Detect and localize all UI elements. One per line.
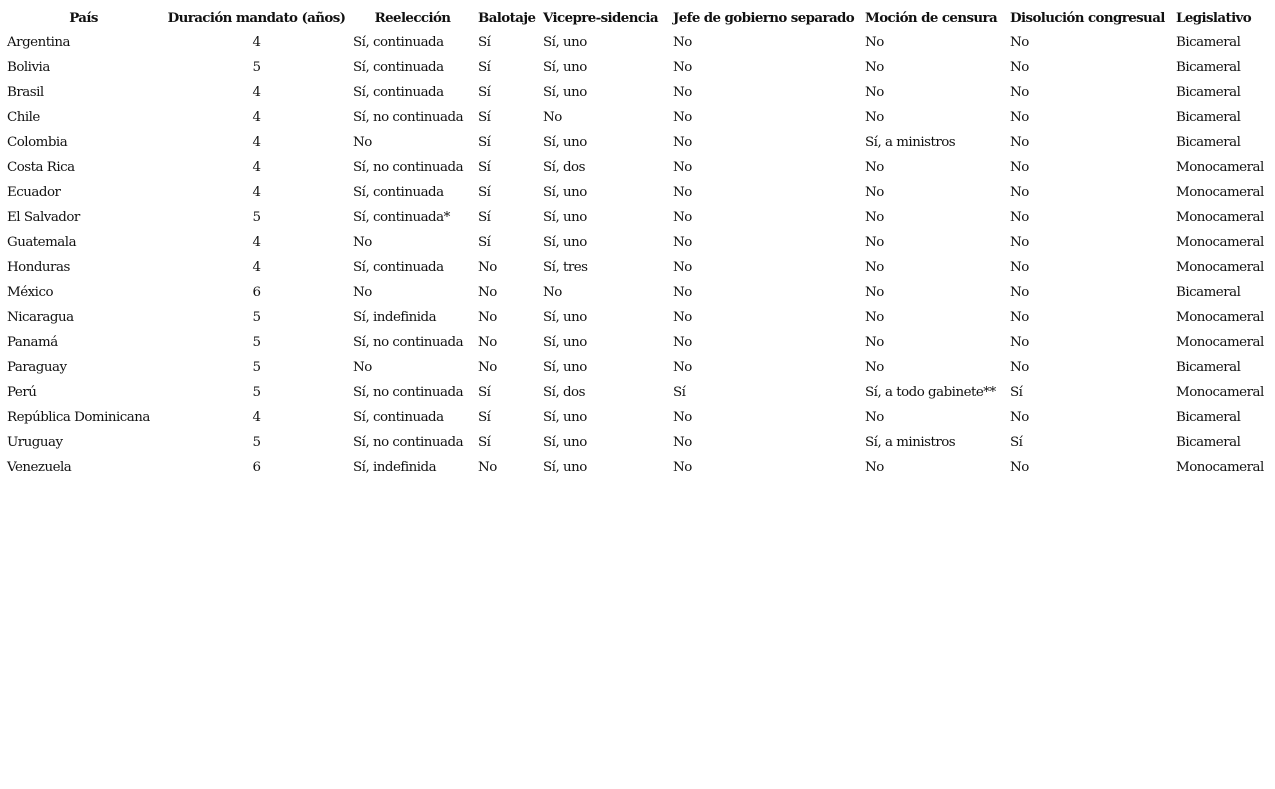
cell-jefe-gobierno: No [673, 310, 692, 325]
table-header [4, 5, 1269, 30]
cell-reeleccion: No [353, 360, 372, 375]
cell-mocion-censura: Sí, a ministros [865, 435, 956, 450]
cell-pais: Paraguay [7, 360, 67, 375]
table-row [4, 280, 1269, 305]
col-header-legislativo: Legislativo [1176, 9, 1252, 26]
cell-jefe-gobierno: No [673, 335, 692, 350]
col-header-balotaje: Balotaje [478, 9, 536, 26]
cell-jefe-gobierno: No [673, 235, 692, 250]
cell-disolucion: No [1010, 410, 1029, 425]
col-header-pais: País [69, 9, 98, 26]
cell-balotaje: Sí [478, 210, 491, 225]
table-row [4, 455, 1269, 480]
table-row [4, 55, 1269, 80]
cell-balotaje: Sí [478, 235, 491, 250]
cell-pais: Venezuela [7, 460, 72, 475]
col-header-jefe-gobierno: Jefe de gobierno separado [673, 9, 855, 26]
table-row [4, 205, 1269, 230]
cell-mocion-censura: No [865, 160, 884, 175]
cell-vicepresidencia: Sí, uno [543, 410, 587, 425]
cell-vicepresidencia: Sí, uno [543, 185, 587, 200]
cell-mocion-censura: No [865, 210, 884, 225]
table-row [4, 180, 1269, 205]
cell-vicepresidencia: Sí, dos [543, 160, 585, 175]
cell-balotaje: Sí [478, 35, 491, 50]
cell-disolucion: Sí [1010, 385, 1023, 400]
cell-disolucion: No [1010, 360, 1029, 375]
cell-jefe-gobierno: No [673, 110, 692, 125]
cell-mocion-censura: Sí, a todo gabinete** [865, 385, 996, 400]
cell-disolucion: No [1010, 460, 1029, 475]
presidential-systems-table [4, 5, 1269, 480]
cell-disolucion: No [1010, 60, 1029, 75]
cell-disolucion: No [1010, 285, 1029, 300]
cell-duracion: 5 [252, 60, 261, 75]
cell-balotaje: No [478, 260, 497, 275]
cell-duracion: 4 [252, 235, 261, 250]
table-row [4, 305, 1269, 330]
cell-reeleccion: Sí, indefinida [353, 460, 437, 475]
cell-mocion-censura: No [865, 235, 884, 250]
cell-balotaje: Sí [478, 85, 491, 100]
cell-balotaje: Sí [478, 185, 491, 200]
table-row [4, 130, 1269, 155]
cell-reeleccion: Sí, continuada [353, 35, 444, 50]
cell-legislativo: Bicameral [1176, 435, 1241, 450]
cell-mocion-censura: No [865, 185, 884, 200]
cell-balotaje: Sí [478, 60, 491, 75]
cell-pais: Ecuador [7, 185, 61, 200]
cell-vicepresidencia: Sí, uno [543, 235, 587, 250]
cell-jefe-gobierno: No [673, 35, 692, 50]
cell-jefe-gobierno: No [673, 460, 692, 475]
cell-legislativo: Bicameral [1176, 110, 1241, 125]
cell-jefe-gobierno: No [673, 85, 692, 100]
cell-reeleccion: No [353, 135, 372, 150]
cell-vicepresidencia: No [543, 285, 562, 300]
cell-legislativo: Monocameral [1176, 260, 1264, 275]
header-row [4, 5, 1269, 30]
cell-jefe-gobierno: No [673, 210, 692, 225]
cell-jefe-gobierno: No [673, 360, 692, 375]
col-header-reeleccion: Reelección [374, 9, 451, 26]
cell-mocion-censura: No [865, 360, 884, 375]
cell-vicepresidencia: Sí, uno [543, 35, 587, 50]
cell-duracion: 5 [252, 360, 261, 375]
table-row [4, 105, 1269, 130]
cell-pais: Panamá [7, 335, 58, 350]
cell-jefe-gobierno: No [673, 60, 692, 75]
cell-mocion-censura: No [865, 260, 884, 275]
cell-balotaje: No [478, 335, 497, 350]
cell-disolucion: No [1010, 260, 1029, 275]
cell-mocion-censura: No [865, 285, 884, 300]
cell-mocion-censura: No [865, 410, 884, 425]
cell-balotaje: Sí [478, 410, 491, 425]
cell-jefe-gobierno: No [673, 285, 692, 300]
col-header-vicepresidencia: Vicepre-sidencia [543, 9, 658, 26]
cell-reeleccion: Sí, indefinida [353, 310, 437, 325]
cell-duracion: 6 [252, 285, 261, 300]
cell-jefe-gobierno: No [673, 135, 692, 150]
cell-jefe-gobierno: No [673, 410, 692, 425]
cell-legislativo: Bicameral [1176, 35, 1241, 50]
cell-reeleccion: Sí, no continuada [353, 435, 464, 450]
cell-mocion-censura: No [865, 310, 884, 325]
cell-duracion: 4 [252, 110, 261, 125]
cell-pais: Honduras [7, 260, 70, 275]
cell-disolucion: No [1010, 110, 1029, 125]
cell-legislativo: Monocameral [1176, 210, 1264, 225]
table-row [4, 355, 1269, 380]
cell-vicepresidencia: Sí, uno [543, 335, 587, 350]
table-row [4, 430, 1269, 455]
cell-duracion: 4 [252, 185, 261, 200]
cell-duracion: 4 [252, 135, 261, 150]
cell-duracion: 5 [252, 385, 261, 400]
cell-reeleccion: No [353, 285, 372, 300]
cell-balotaje: Sí [478, 135, 491, 150]
cell-legislativo: Monocameral [1176, 310, 1264, 325]
cell-vicepresidencia: Sí, uno [543, 435, 587, 450]
cell-jefe-gobierno: Sí [673, 385, 686, 400]
cell-legislativo: Bicameral [1176, 285, 1241, 300]
cell-vicepresidencia: Sí, dos [543, 385, 585, 400]
cell-disolucion: No [1010, 135, 1029, 150]
cell-duracion: 4 [252, 410, 261, 425]
cell-duracion: 4 [252, 35, 261, 50]
cell-balotaje: Sí [478, 110, 491, 125]
table-row [4, 380, 1269, 405]
table-row [4, 255, 1269, 280]
table-row [4, 230, 1269, 255]
cell-duracion: 4 [252, 160, 261, 175]
cell-pais: Guatemala [7, 235, 77, 250]
cell-vicepresidencia: Sí, uno [543, 360, 587, 375]
cell-disolucion: No [1010, 85, 1029, 100]
cell-mocion-censura: Sí, a ministros [865, 135, 956, 150]
table-row [4, 330, 1269, 355]
cell-vicepresidencia: No [543, 110, 562, 125]
cell-legislativo: Monocameral [1176, 335, 1264, 350]
cell-pais: Uruguay [7, 435, 63, 450]
cell-duracion: 5 [252, 210, 261, 225]
cell-reeleccion: Sí, no continuada [353, 385, 464, 400]
cell-legislativo: Monocameral [1176, 460, 1264, 475]
cell-pais: Perú [7, 385, 37, 400]
cell-disolucion: No [1010, 160, 1029, 175]
cell-disolucion: No [1010, 185, 1029, 200]
cell-legislativo: Bicameral [1176, 85, 1241, 100]
cell-vicepresidencia: Sí, uno [543, 135, 587, 150]
cell-disolucion: No [1010, 35, 1029, 50]
cell-disolucion: No [1010, 210, 1029, 225]
table-row [4, 155, 1269, 180]
cell-reeleccion: Sí, no continuada [353, 160, 464, 175]
cell-pais: Chile [7, 110, 40, 125]
cell-reeleccion: Sí, continuada [353, 185, 444, 200]
cell-duracion: 5 [252, 310, 261, 325]
cell-vicepresidencia: Sí, uno [543, 60, 587, 75]
cell-pais: Colombia [7, 135, 68, 150]
cell-jefe-gobierno: No [673, 185, 692, 200]
cell-disolucion: Sí [1010, 435, 1023, 450]
table-row [4, 80, 1269, 105]
cell-vicepresidencia: Sí, uno [543, 85, 587, 100]
cell-balotaje: Sí [478, 385, 491, 400]
table-row [4, 30, 1269, 55]
cell-pais: Brasil [7, 85, 44, 100]
cell-reeleccion: Sí, continuada [353, 60, 444, 75]
col-header-disolucion: Disolución congresual [1010, 9, 1165, 26]
cell-pais: El Salvador [7, 210, 80, 225]
cell-disolucion: No [1010, 310, 1029, 325]
cell-duracion: 5 [252, 335, 261, 350]
cell-mocion-censura: No [865, 460, 884, 475]
cell-pais: Nicaragua [7, 310, 74, 325]
cell-duracion: 4 [252, 260, 261, 275]
cell-reeleccion: Sí, continuada [353, 410, 444, 425]
cell-disolucion: No [1010, 235, 1029, 250]
cell-vicepresidencia: Sí, uno [543, 210, 587, 225]
cell-legislativo: Monocameral [1176, 385, 1264, 400]
cell-jefe-gobierno: No [673, 435, 692, 450]
cell-legislativo: Bicameral [1176, 360, 1241, 375]
cell-legislativo: Bicameral [1176, 410, 1241, 425]
cell-pais: Argentina [7, 35, 70, 50]
cell-legislativo: Monocameral [1176, 160, 1264, 175]
cell-jefe-gobierno: No [673, 260, 692, 275]
cell-jefe-gobierno: No [673, 160, 692, 175]
cell-legislativo: Bicameral [1176, 135, 1241, 150]
cell-pais: República Dominicana [7, 410, 150, 425]
cell-balotaje: No [478, 360, 497, 375]
cell-reeleccion: Sí, continuada* [353, 210, 450, 225]
cell-reeleccion: No [353, 235, 372, 250]
cell-pais: Bolivia [7, 60, 50, 75]
cell-legislativo: Monocameral [1176, 235, 1264, 250]
cell-mocion-censura: No [865, 35, 884, 50]
cell-balotaje: Sí [478, 160, 491, 175]
cell-mocion-censura: No [865, 85, 884, 100]
cell-mocion-censura: No [865, 335, 884, 350]
cell-reeleccion: Sí, continuada [353, 260, 444, 275]
cell-balotaje: No [478, 460, 497, 475]
cell-duracion: 4 [252, 85, 261, 100]
cell-pais: Costa Rica [7, 160, 75, 175]
cell-balotaje: No [478, 285, 497, 300]
cell-vicepresidencia: Sí, tres [543, 260, 588, 275]
cell-balotaje: No [478, 310, 497, 325]
col-header-mocion-censura: Moción de censura [865, 9, 998, 26]
cell-legislativo: Bicameral [1176, 60, 1241, 75]
cell-vicepresidencia: Sí, uno [543, 310, 587, 325]
table-body [4, 30, 1269, 480]
cell-duracion: 5 [252, 435, 261, 450]
cell-reeleccion: Sí, no continuada [353, 335, 464, 350]
cell-mocion-censura: No [865, 60, 884, 75]
table-row [4, 405, 1269, 430]
cell-pais: México [7, 285, 54, 300]
col-header-duracion: Duración mandato (años) [167, 9, 346, 26]
cell-duracion: 6 [252, 460, 261, 475]
cell-disolucion: No [1010, 335, 1029, 350]
cell-reeleccion: Sí, no continuada [353, 110, 464, 125]
cell-balotaje: Sí [478, 435, 491, 450]
cell-legislativo: Monocameral [1176, 185, 1264, 200]
cell-mocion-censura: No [865, 110, 884, 125]
cell-reeleccion: Sí, continuada [353, 85, 444, 100]
cell-vicepresidencia: Sí, uno [543, 460, 587, 475]
